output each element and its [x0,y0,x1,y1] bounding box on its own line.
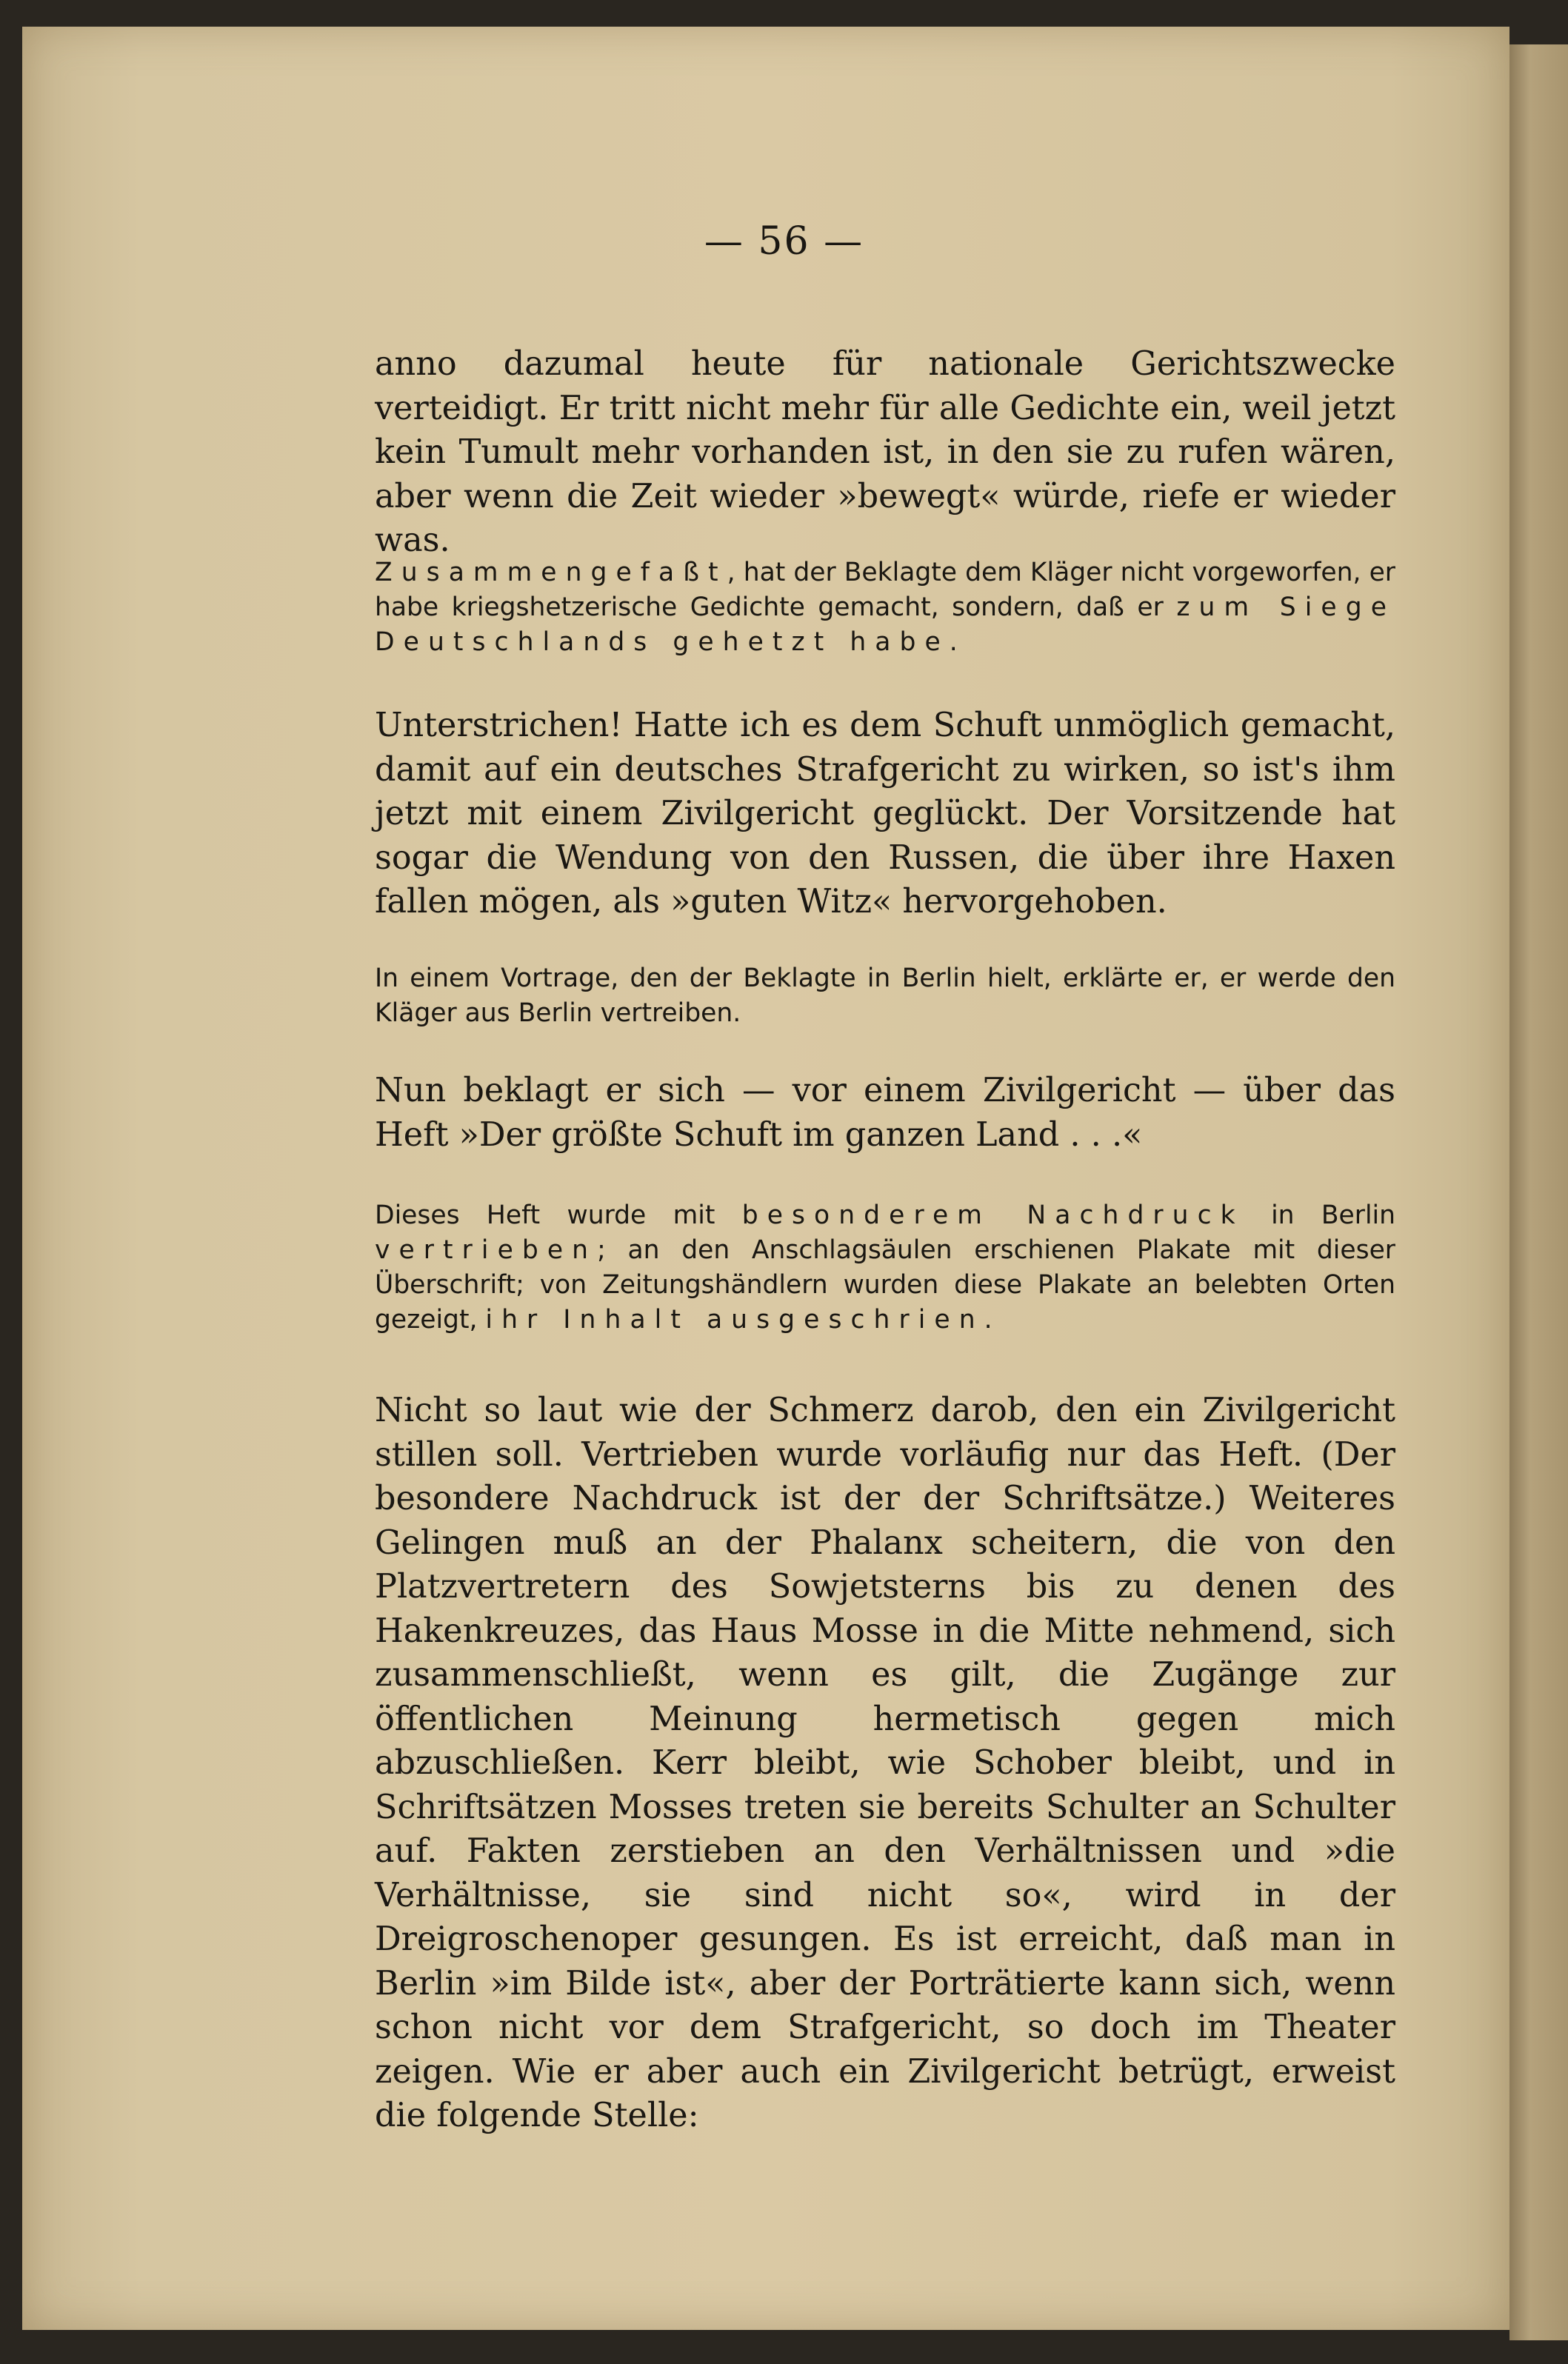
book-edge [1509,44,1568,2340]
body-text: , hat der Beklagte dem Kläger nicht vorgeworfen, er habe kriegshetzerische Gedichte gemacht, sondern, daß er [375,558,1395,622]
body-text: in Berlin [1244,1201,1395,1230]
body-text: . [984,1305,992,1335]
emphasis-text: Zusammengefaßt [375,558,727,587]
page-number: — 56 — [704,219,864,264]
paragraph-5: Nun beklagt er sich — vor einem Zivilgericht — über das Heft »Der größte Schuft im ganzen Land . . .« [375,1072,1395,1154]
paragraph-2 [375,555,1395,660]
paragraph-3: Unterstrichen! Hatte ich es dem Schuft unmöglich gemacht, damit auf ein deutsches Strafgericht zu wirken, so ist's ihm jetzt mit einem Zivilgericht geglückt. Der Vorsitzende hat sogar die Wendung von den Russen, die über ihre Haxen fallen mögen, als »guten Witz« hervorgehoben. [375,707,1395,921]
emphasis-text: ihr Inhalt ausgeschrien [485,1305,984,1335]
paragraph-7: Nicht so laut wie der Schmerz darob, den ein Zivilgericht stillen soll. Vertrieben wurde vorläufig nur das Heft. (Der besondere Nachdruck ist der der Schriftsätze.) Weiteres Gelingen muß an der Phalanx scheitern, die von den Platzvertretern des Sowjetsterns bis zu denen des Hakenkreuzes, das Haus Mosse in die Mitte nehmend, sich zusammenschließt, wenn es gilt, die Zugänge zur öffentlichen Meinung hermetisch gegen mich abzuschließen. Kerr bleibt, wie Schober bleibt, und in Schriftsätzen Mosses treten sie bereits Schulter an Schulter auf. Fakten zerstieben an den Verhältnissen und »die Verhältnisse, sie sind nicht so«, wird in der Dreigroschenoper gesungen. Es ist erreicht, daß man in Berlin »im Bilde ist«, aber der Porträtierte kann sich, wenn schon nicht vor dem Strafgericht, so doch im Theater zeigen. Wie er aber auch ein Zivilgericht betrügt, erweist die folgende Stelle: [375,1392,1395,2134]
emphasis-text: besonderem Nachdruck [741,1201,1244,1230]
paragraph-6 [375,1198,1395,1338]
body-text: . [949,627,958,657]
paragraph-4: In einem Vortrage, den der Beklagte in Berlin hielt, erklärte er, er werde den Kläger aus Berlin vertreiben. [375,964,1395,1028]
body-text: Dieses Heft wurde mit [375,1201,742,1230]
emphasis-text: vertrieben [375,1235,598,1265]
body-text: ; an den Anschlagsäulen erschienen Plakate mit dieser Überschrift; von Zeitungshändlern wurden diese Plakate an belebten Orten gezeigt, [375,1235,1395,1335]
emphasis-text: zum Siege Deutschlands gehetzt habe [375,592,1396,657]
paragraph-1: anno dazumal heute für nationale Gerichtszwecke verteidigt. Er tritt nicht mehr für alle Gedichte ein, weil jetzt kein Tumult mehr vorhanden ist, in den sie zu rufen wären, aber wenn die Zeit wieder »bewegt« würde, riefe er wieder was. [375,345,1395,559]
